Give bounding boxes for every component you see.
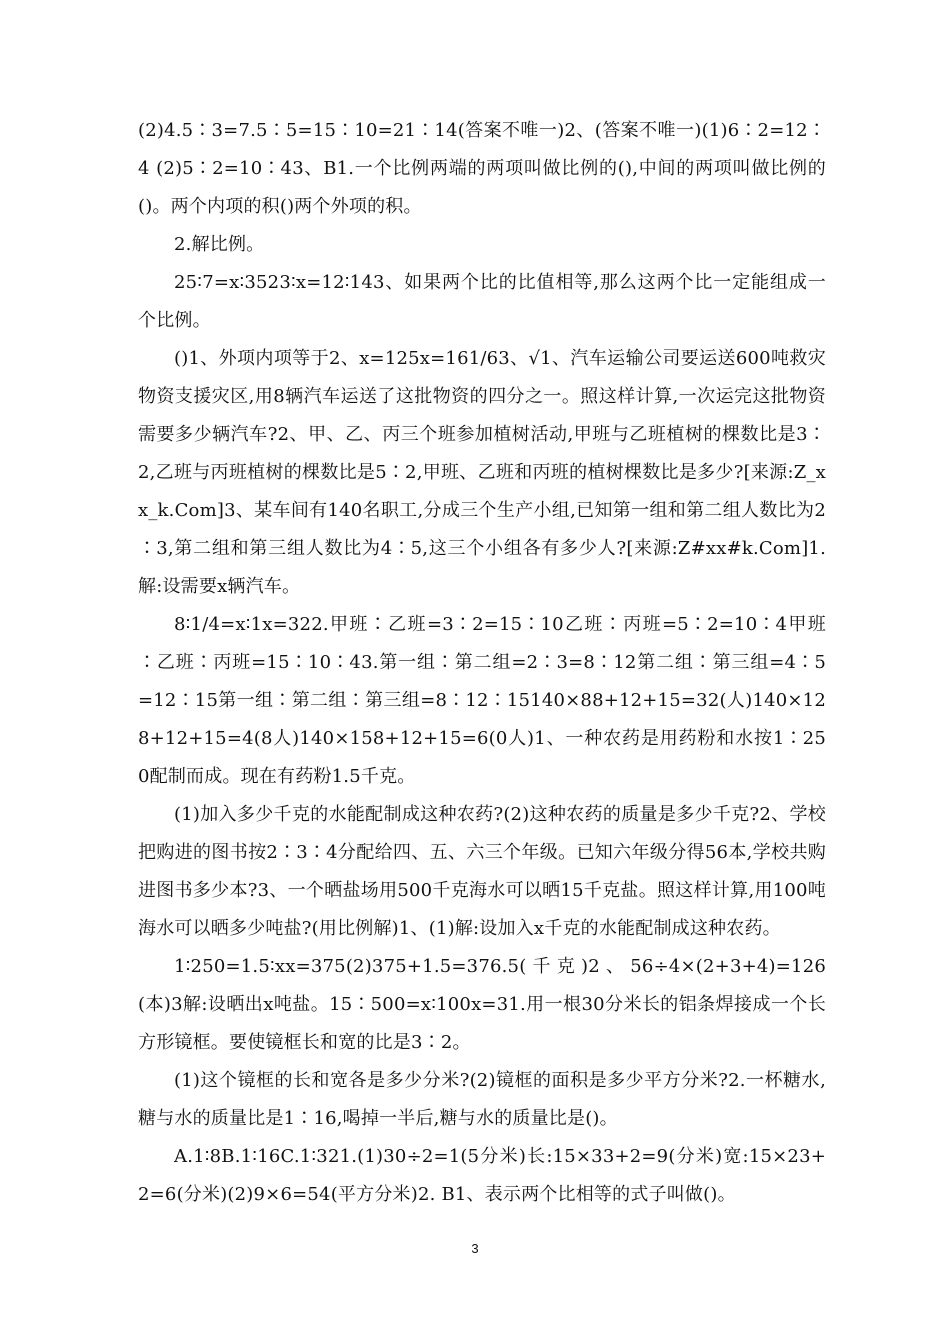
paragraph-3: 25∶7=x∶3523∶x=12∶143、如果两个比的比值相等,那么这两个比一定能组成一个比例。 xyxy=(138,272,826,331)
paragraph-5: 8∶1/4=x∶1x=322.甲班∶乙班=3∶2=15∶10乙班∶丙班=5∶2=10∶4甲班∶乙班∶丙班=15∶10∶43.第一组∶第二组=2∶3=8∶12第二组∶第三组=4∶5=12∶15第一组∶第二组∶第三组=8∶12∶15140×88+12+15=32(人)140×128+12+15=4(8人)140×158+12+15=6(0人)1、一种农药是用药粉和水按1∶250配制而成。现在有药粉1.5千克。 xyxy=(138,614,826,787)
paragraph-1: (2)4.5∶3=7.5∶5=15∶10=21∶14(答案不唯一)2、(答案不唯一)(1)6∶2=12∶4 (2)5∶2=10∶43、B1.一个比例两端的两项叫做比例的(),中间的两项叫做比例的()。两个内项的积()两个外项的积。 xyxy=(138,120,826,217)
paragraph-2: 2.解比例。 xyxy=(174,234,265,255)
paragraph-7: 1∶250=1.5∶xx=375(2)375+1.5=376.5(千克)2、56÷4×(2+3+4)=126(本)3解:设晒出x吨盐。15∶500=x∶100x=31.用一根30分米长的铝条焊接成一个长方形镜框。要使镜框长和宽的比是3∶2。 xyxy=(138,956,826,1053)
paragraph-4: ()1、外项内项等于2、x=125x=161/63、√1、汽车运输公司要运送600吨救灾物资支援灾区,用8辆汽车运送了这批物资的四分之一。照这样计算,一次运完这批物资需要多少辆汽车?2、甲、乙、丙三个班参加植树活动,甲班与乙班植树的棵数比是3∶2,乙班与丙班植树的棵数比是5∶2,甲班、乙班和丙班的植树棵数比是多少?[来源:Z_xx_k.Com]3、某车间有140名职工,分成三个生产小组,已知第一组和第二组人数比为2∶3,第二组和第三组人数比为4∶5,这三个小组各有多少人?[来源:Z#xx#k.Com]1.解:设需要x辆汽车。 xyxy=(138,348,826,597)
paragraph-6: (1)加入多少千克的水能配制成这种农药?(2)这种农药的质量是多少千克?2、学校把购进的图书按2∶3∶4分配给四、五、六三个年级。已知六年级分得56本,学校共购进图书多少本?3、一个晒盐场用500千克海水可以晒15千克盐。照这样计算,用100吨海水可以晒多少吨盐?(用比例解)1、(1)解:设加入x千克的水能配制成这种农药。 xyxy=(138,804,826,939)
paragraph-9: A.1∶8B.1∶16C.1∶321.(1)30÷2=1(5分米)长:15×33+2=9(分米)宽:15×23+2=6(分米)(2)9×6=54(平方分米)2. B1、表示两个比相等的式子叫做()。 xyxy=(138,1146,826,1205)
document-body xyxy=(138,112,826,1214)
page-number: 3 xyxy=(471,1241,479,1256)
paragraph-8: (1)这个镜框的长和宽各是多少分米?(2)镜框的面积是多少平方分米?2.一杯糖水,糖与水的质量比是1∶16,喝掉一半后,糖与水的质量比是()。 xyxy=(138,1070,826,1129)
